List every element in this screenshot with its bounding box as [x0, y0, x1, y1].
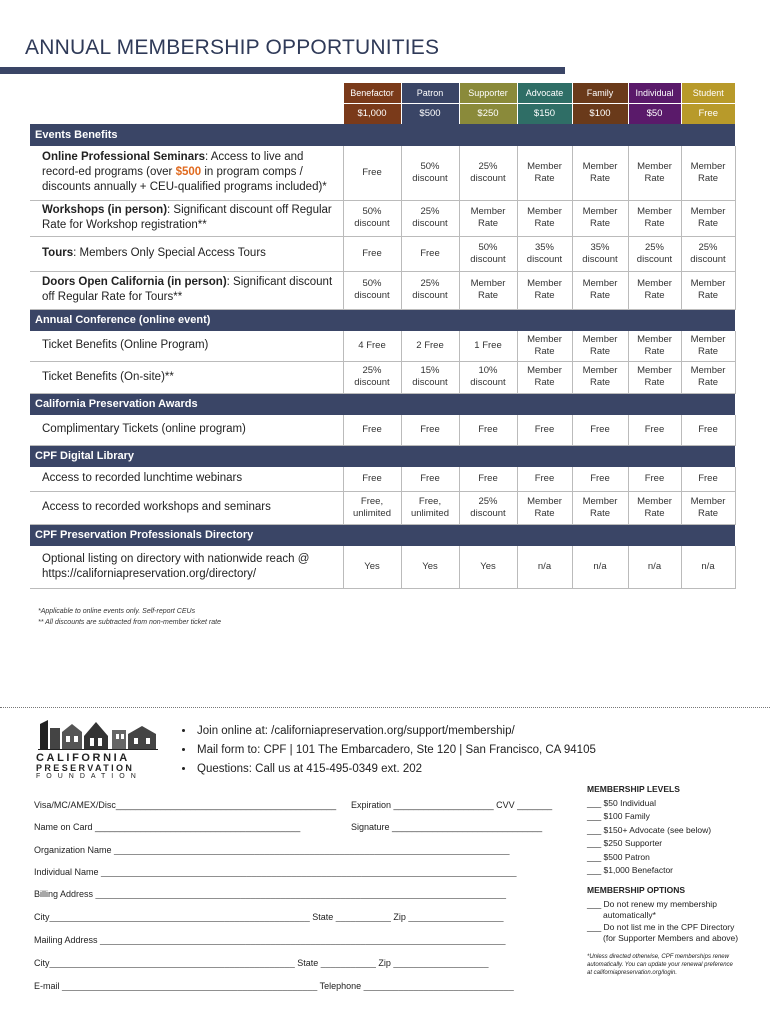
level-option[interactable]: ___ $150+ Advocate (see below)	[587, 824, 712, 835]
benefit-row	[30, 146, 735, 200]
tier-price-row	[30, 103, 735, 124]
footnote-1: *Applicable to online events only. Self-report CEUs	[38, 608, 196, 615]
benefit-cell: Member Rate	[572, 491, 628, 524]
benefit-cell: Member Rate	[681, 491, 735, 524]
benefit-text: Ticket Benefits (Online Program)	[42, 339, 209, 352]
benefit-cell: Member Rate	[517, 200, 572, 236]
benefit-cell: 2 Free	[401, 331, 459, 361]
level-option[interactable]: ___ $250 Supporter	[587, 838, 663, 848]
benefit-detail: in program comps / discounts annually + CEU-qualified programs included)*	[42, 166, 327, 194]
benefit-text: Ticket Benefits (On-site)**	[42, 370, 174, 383]
benefit-cell: Yes	[343, 546, 401, 588]
benefit-cell: Member Rate	[517, 146, 572, 200]
benefit-cell: Member Rate	[459, 271, 517, 309]
benefit-row	[30, 491, 735, 524]
benefit-cell: 25% discount	[343, 361, 401, 393]
levels-heading: MEMBERSHIP LEVELS	[587, 784, 680, 794]
benefit-cell: 25% discount	[401, 200, 459, 236]
benefit-cell: Member Rate	[628, 491, 681, 524]
billing-city-state-zip-field[interactable]: City____________________________________________________ State ___________ Zip ___________________	[34, 912, 504, 922]
benefit-cell: Free	[572, 467, 628, 491]
benefit-cell: Free	[572, 415, 628, 445]
benefit-cell: Member Rate	[572, 200, 628, 236]
benefit-title: Workshops (in person)	[42, 204, 168, 216]
benefit-cell: 25% discount	[401, 271, 459, 309]
tier-price: Free	[681, 103, 735, 124]
no-renew-option[interactable]: ___ Do not renew my membership	[587, 898, 717, 909]
benefit-cell: 25% discount	[459, 146, 517, 200]
logo-line-2: PRESERVATION	[36, 763, 135, 773]
benefit-cell: Free	[343, 146, 401, 200]
title-rule	[0, 67, 565, 74]
expiration-cvv-field[interactable]: Expiration ____________________ CVV _______	[351, 800, 553, 810]
tier-name: Supporter	[459, 83, 517, 103]
benefit-label	[30, 236, 343, 271]
section-header-row	[30, 393, 735, 415]
benefit-cell: Member Rate	[572, 361, 628, 393]
benefit-label	[30, 146, 343, 200]
section-header-row	[30, 524, 735, 546]
benefit-cell: Member Rate	[517, 491, 572, 524]
benefit-cell: Free	[628, 415, 681, 445]
options-heading: MEMBERSHIP OPTIONS	[587, 885, 686, 895]
benefit-row	[30, 236, 735, 271]
benefit-cell: Free	[343, 236, 401, 271]
benefit-cell: Member Rate	[572, 271, 628, 309]
cpf-logo	[36, 716, 164, 782]
tier-price: $150	[517, 103, 572, 124]
benefit-cell: 35% discount	[572, 236, 628, 271]
mailing-address-field[interactable]: Mailing Address _________________________________________________________________________________	[34, 935, 506, 945]
benefit-cell: Member Rate	[517, 271, 572, 309]
benefit-cell: n/a	[681, 546, 735, 588]
benefit-text: Complimentary Tickets (online program)	[42, 423, 246, 436]
benefit-cell: 50% discount	[343, 200, 401, 236]
blank-cell	[30, 83, 343, 103]
page-title: ANNUAL MEMBERSHIP OPPORTUNITIES	[25, 36, 440, 59]
section-header: Events Benefits	[30, 124, 735, 146]
tier-price: $250	[459, 103, 517, 124]
benefit-cell: 25% discount	[628, 236, 681, 271]
benefit-cell: 4 Free	[343, 331, 401, 361]
section-header-row	[30, 309, 735, 331]
membership-options	[587, 885, 757, 977]
benefit-cell: Member Rate	[681, 361, 735, 393]
benefit-detail: : Significant discount off Regular Rate for Tours**	[42, 276, 333, 303]
benefit-cell: Free	[459, 467, 517, 491]
section-header: CPF Digital Library	[30, 445, 735, 467]
email-telephone-field[interactable]: E-mail ___________________________________________________ Telephone ______________________________	[34, 981, 514, 991]
mail-form-item: • Mail form to: CPF | 101 The Embarcadero, Ste 120 | San Francisco, CA 94105	[195, 741, 596, 760]
benefit-label	[30, 491, 343, 524]
benefit-label	[30, 415, 343, 445]
join-online-item: • Join online at: /californiapreservation.org/support/membership/	[195, 722, 596, 741]
section-header-row	[30, 124, 735, 146]
footnote-2: ** All discounts are subtracted from non-member ticket rate	[38, 619, 221, 626]
organization-name-field[interactable]: Organization Name _______________________________________________________________________________	[34, 845, 510, 855]
section-header: Annual Conference (online event)	[30, 309, 735, 331]
benefit-label	[30, 467, 343, 491]
benefit-detail: : Members Only Special Access Tours	[73, 247, 266, 259]
benefit-cell: Free	[401, 236, 459, 271]
benefit-cell: Member Rate	[628, 146, 681, 200]
benefit-cell: Member Rate	[628, 331, 681, 361]
benefit-cell: Free, unlimited	[401, 491, 459, 524]
no-directory-option[interactable]: ___ Do not list me in the CPF Directory	[587, 921, 735, 932]
benefit-cell: Member Rate	[628, 200, 681, 236]
benefit-cell: Free	[681, 467, 735, 491]
benefit-row	[30, 331, 735, 361]
benefit-cell: Free	[459, 415, 517, 445]
logo-line-3: FOUNDATION	[36, 773, 142, 780]
tier-name: Family	[572, 83, 628, 103]
benefit-cell: Member Rate	[681, 331, 735, 361]
cut-line	[0, 707, 770, 708]
benefit-cell: 25% discount	[459, 491, 517, 524]
benefit-title: Online Professional Seminars	[42, 151, 205, 164]
benefit-label	[30, 331, 343, 361]
benefit-cell: Member Rate	[572, 331, 628, 361]
benefit-row	[30, 361, 735, 393]
benefit-cell: Free	[681, 415, 735, 445]
tier-name: Advocate	[517, 83, 572, 103]
section-header-row	[30, 445, 735, 467]
blank-cell	[30, 103, 343, 124]
signature-field[interactable]: Signature ______________________________	[351, 822, 543, 832]
name-on-card-field[interactable]: Name on Card _________________________________________	[34, 822, 301, 832]
benefit-label	[30, 546, 343, 588]
benefit-row	[30, 546, 735, 588]
benefit-cell: Free	[343, 467, 401, 491]
building-illustration-icon	[38, 718, 158, 750]
benefit-cell: Member Rate	[517, 361, 572, 393]
benefit-cell: Member Rate	[517, 331, 572, 361]
membership-table	[30, 83, 736, 589]
benefit-cell: Member Rate	[459, 200, 517, 236]
benefit-cell: Member Rate	[681, 271, 735, 309]
benefit-cell: 50% discount	[459, 236, 517, 271]
billing-address-field[interactable]: Billing Address __________________________________________________________________________________	[34, 889, 506, 899]
level-option[interactable]: ___ $100 Family	[587, 811, 650, 821]
no-renew-option-cont: automatically*	[603, 910, 656, 920]
section-header: California Preservation Awards	[30, 393, 735, 415]
benefit-text: Access to recorded lunchtime webinars	[42, 472, 243, 485]
benefit-cell: Yes	[459, 546, 517, 588]
card-field[interactable]: Visa/MC/AMEX/Disc____________________________________________	[34, 800, 337, 810]
tier-name: Benefactor	[343, 83, 401, 103]
benefit-label	[30, 361, 343, 393]
no-directory-option-cont: (for Supporter Members and above)	[603, 933, 739, 943]
benefit-cell: Free	[517, 467, 572, 491]
benefit-row	[30, 467, 735, 491]
benefit-cell: Yes	[401, 546, 459, 588]
tier-header-row	[30, 83, 735, 103]
benefit-label	[30, 200, 343, 236]
benefit-cell: Member Rate	[628, 361, 681, 393]
tier-price: $100	[572, 103, 628, 124]
tier-name: Patron	[401, 83, 459, 103]
benefit-text: Access to recorded workshops and seminars	[42, 501, 271, 513]
highlight-amount: $500	[175, 166, 202, 179]
benefit-title: Tours	[42, 247, 74, 259]
contact-list	[177, 722, 596, 779]
membership-levels	[587, 783, 757, 878]
benefit-row	[30, 271, 735, 309]
benefit-row	[30, 415, 735, 445]
benefit-cell: Free	[517, 415, 572, 445]
benefit-cell: 10% discount	[459, 361, 517, 393]
tier-price: $50	[628, 103, 681, 124]
tier-name: Student	[681, 83, 735, 103]
level-option[interactable]: ___ $50 Individual	[587, 797, 657, 808]
benefit-cell: 50% discount	[401, 146, 459, 200]
tier-name: Individual	[628, 83, 681, 103]
benefit-cell: Member Rate	[681, 200, 735, 236]
tier-price: $500	[401, 103, 459, 124]
level-option[interactable]: ___ $1,000 Benefactor	[587, 865, 674, 875]
benefit-cell: Free, unlimited	[343, 491, 401, 524]
benefit-cell: 35% discount	[517, 236, 572, 271]
benefit-label	[30, 271, 343, 309]
benefit-cell: Free	[628, 467, 681, 491]
benefit-detail: : Significant discount off Regular Rate for Workshop registration**	[42, 204, 332, 231]
benefit-cell: Free	[401, 467, 459, 491]
questions-item: • Questions: Call us at 415-495-0349 ext. 202	[195, 760, 596, 779]
mailing-city-state-zip-field[interactable]: City_________________________________________________ State ___________ Zip ___________________	[34, 958, 489, 968]
benefit-cell: Free	[401, 415, 459, 445]
benefit-cell: n/a	[517, 546, 572, 588]
level-option[interactable]: ___ $500 Patron	[587, 851, 650, 862]
renewal-note: *Unless directed otherwise, CPF memberships renew automatically. You can update your renewal preference at californiapreservation.org/login.	[587, 953, 733, 976]
tier-price: $1,000	[343, 103, 401, 124]
benefit-row	[30, 200, 735, 236]
benefit-detail: : Access to live and record-ed programs (over	[42, 151, 304, 179]
benefit-cell: Member Rate	[572, 146, 628, 200]
benefit-title: Doors Open California (in person)	[42, 276, 227, 288]
section-header: CPF Preservation Professionals Directory	[30, 524, 735, 546]
benefit-cell: 25% discount	[681, 236, 735, 271]
benefit-cell: Free	[343, 415, 401, 445]
benefit-cell: 1 Free	[459, 331, 517, 361]
benefit-cell: n/a	[628, 546, 681, 588]
logo-line-1: CALIFORNIA	[36, 752, 130, 764]
benefit-cell: n/a	[572, 546, 628, 588]
benefit-cell: Member Rate	[681, 146, 735, 200]
benefit-cell: 50% discount	[343, 271, 401, 309]
benefit-cell: 15% discount	[401, 361, 459, 393]
individual-name-field[interactable]: Individual Name ___________________________________________________________________________________	[34, 867, 517, 877]
benefit-text: Optional listing on directory with nationwide reach @ https://californiapreservation.org/directory/	[42, 552, 310, 580]
benefit-cell: Member Rate	[628, 271, 681, 309]
